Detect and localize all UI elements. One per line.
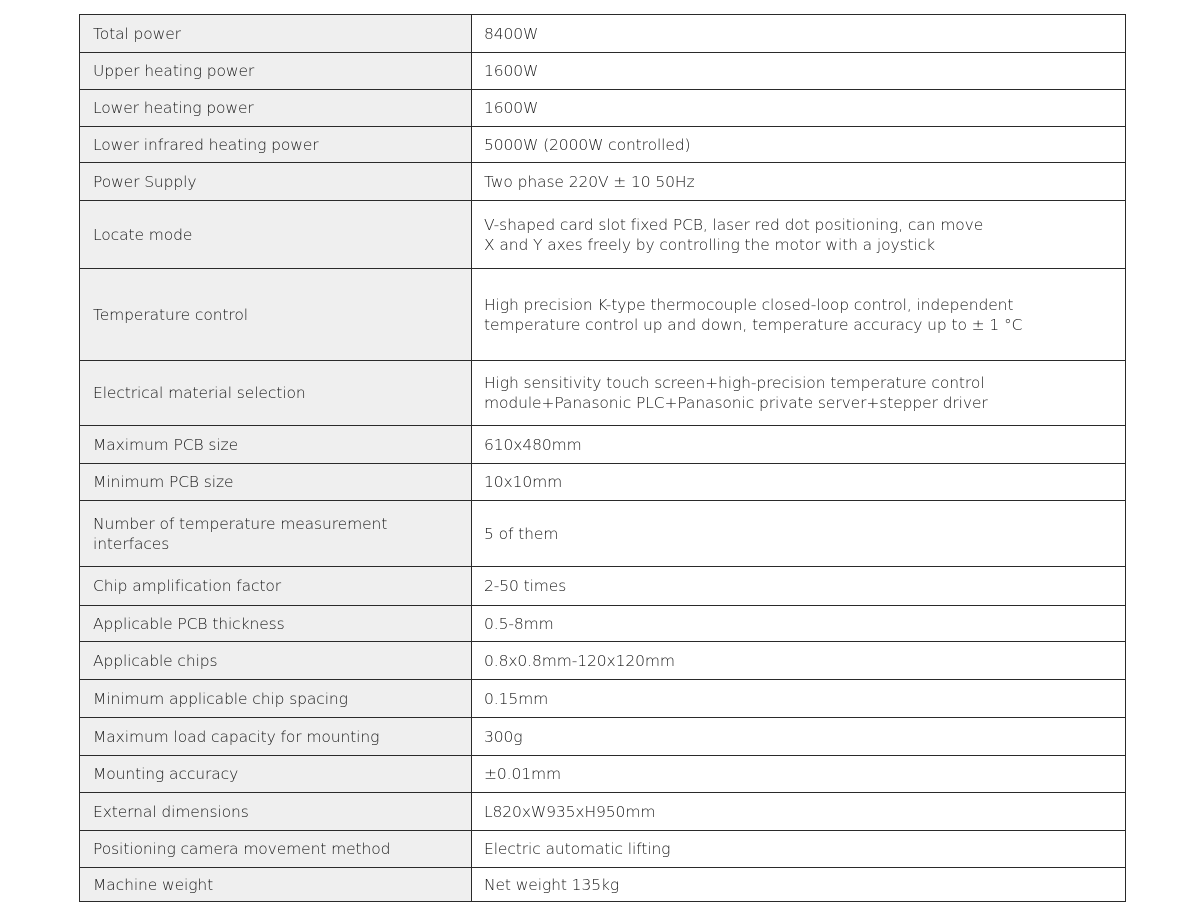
spec-value: 1600W	[472, 53, 1126, 90]
table-row	[80, 201, 1126, 269]
table-row	[80, 831, 1126, 868]
table-row	[80, 642, 1126, 680]
spec-value: High precision K-type thermocouple closed-loop control, independent temperature control up and down, temperature accuracy up to ± 1 °C	[472, 269, 1126, 361]
table-row	[80, 53, 1126, 90]
table-row	[80, 127, 1126, 163]
spec-label: Number of temperature measurement interfaces	[80, 501, 472, 567]
table-row	[80, 793, 1126, 831]
spec-label: Total power	[80, 15, 472, 53]
table-row	[80, 90, 1126, 127]
table-row	[80, 868, 1126, 902]
spec-value: 0.15mm	[472, 680, 1126, 718]
table-row	[80, 501, 1126, 567]
table-row	[80, 269, 1126, 361]
table-row	[80, 426, 1126, 464]
spec-label: Minimum applicable chip spacing	[80, 680, 472, 718]
spec-value: Net weight 135kg	[472, 868, 1126, 902]
table-row	[80, 361, 1126, 426]
spec-value: 1600W	[472, 90, 1126, 127]
spec-value: 0.8x0.8mm-120x120mm	[472, 642, 1126, 680]
table-row	[80, 606, 1126, 642]
spec-value: 5000W (2000W controlled)	[472, 127, 1126, 163]
spec-label: Chip amplification factor	[80, 567, 472, 606]
spec-value: 10x10mm	[472, 464, 1126, 501]
table-row	[80, 15, 1126, 53]
spec-table	[79, 14, 1126, 902]
spec-value: Two phase 220V ± 10 50Hz	[472, 163, 1126, 201]
table-row	[80, 756, 1126, 793]
table-row	[80, 680, 1126, 718]
spec-value: V-shaped card slot fixed PCB, laser red dot positioning, can move X and Y axes freely by controlling the motor with a joystick	[472, 201, 1126, 269]
spec-label: Temperature control	[80, 269, 472, 361]
spec-label: External dimensions	[80, 793, 472, 831]
spec-label: Locate mode	[80, 201, 472, 269]
spec-label: Applicable chips	[80, 642, 472, 680]
spec-label: Mounting accuracy	[80, 756, 472, 793]
spec-value: ±0.01mm	[472, 756, 1126, 793]
table-row	[80, 718, 1126, 756]
table-row	[80, 464, 1126, 501]
spec-label: Lower heating power	[80, 90, 472, 127]
table-row	[80, 163, 1126, 201]
spec-label: Positioning camera movement method	[80, 831, 472, 868]
spec-label: Applicable PCB thickness	[80, 606, 472, 642]
spec-value: 610x480mm	[472, 426, 1126, 464]
spec-value: 8400W	[472, 15, 1126, 53]
spec-value: L820xW935xH950mm	[472, 793, 1126, 831]
spec-value: 5 of them	[472, 501, 1126, 567]
table-row	[80, 567, 1126, 606]
spec-label: Maximum PCB size	[80, 426, 472, 464]
spec-value: High sensitivity touch screen+high-precision temperature control module+Panasonic PLC+Panasonic private server+stepper driver	[472, 361, 1126, 426]
spec-label: Electrical material selection	[80, 361, 472, 426]
spec-value: Electric automatic lifting	[472, 831, 1126, 868]
spec-label: Maximum load capacity for mounting	[80, 718, 472, 756]
spec-label: Upper heating power	[80, 53, 472, 90]
spec-label: Power Supply	[80, 163, 472, 201]
spec-label: Minimum PCB size	[80, 464, 472, 501]
spec-value: 0.5-8mm	[472, 606, 1126, 642]
spec-label: Machine weight	[80, 868, 472, 902]
spec-value: 300g	[472, 718, 1126, 756]
spec-value: 2-50 times	[472, 567, 1126, 606]
spec-label: Lower infrared heating power	[80, 127, 472, 163]
